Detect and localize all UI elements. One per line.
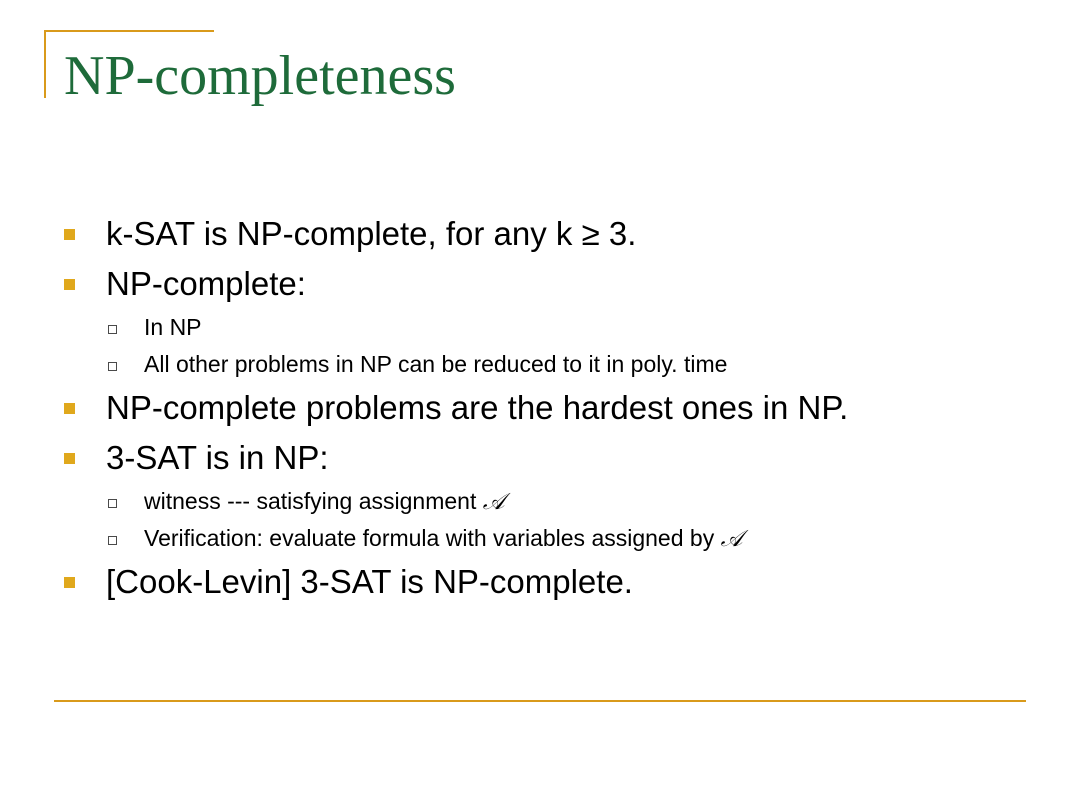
sub-bullet-item [62,346,1062,383]
bullet-text: [Cook-Levin] 3-SAT is NP-complete. [106,563,633,600]
bullet-text: 3-SAT is in NP: [106,439,329,476]
sub-bullet-item [62,309,1062,346]
bullet-list [62,209,1062,607]
sub-bullet-item [62,483,1062,520]
square-bullet-icon [64,403,75,414]
bullet-text: NP-complete: [106,265,306,302]
square-bullet-icon [64,229,75,240]
bullet-item [62,383,1062,433]
footer-divider [54,700,1026,702]
bullet-item [62,209,1062,259]
sub-bullet-text: All other problems in NP can be reduced to it in poly. time [144,351,728,377]
bullet-text: NP-complete problems are the hardest ones in NP. [106,389,849,426]
sub-bullet-text: Verification: evaluate formula with variables assigned by [144,525,721,551]
slide-title: NP-completeness [64,45,456,107]
corner-accent-vertical [44,30,46,98]
bullet-item [62,259,1062,309]
hollow-square-bullet-icon [108,499,117,508]
sub-bullet-item [62,520,1062,557]
square-bullet-icon [64,453,75,464]
corner-accent-horizontal [44,30,214,32]
assignment-symbol: 𝒜 [482,489,505,515]
square-bullet-icon [64,577,75,588]
hollow-square-bullet-icon [108,536,117,545]
bullet-text: k-SAT is NP-complete, for any k ≥ 3. [106,215,637,252]
hollow-square-bullet-icon [108,362,117,371]
assignment-symbol: 𝒜 [720,526,743,552]
square-bullet-icon [64,279,75,290]
bullet-item [62,433,1062,483]
sub-bullet-text: witness --- satisfying assignment [144,488,483,514]
bullet-item [62,557,1062,607]
sub-bullet-text: In NP [144,314,202,340]
hollow-square-bullet-icon [108,325,117,334]
